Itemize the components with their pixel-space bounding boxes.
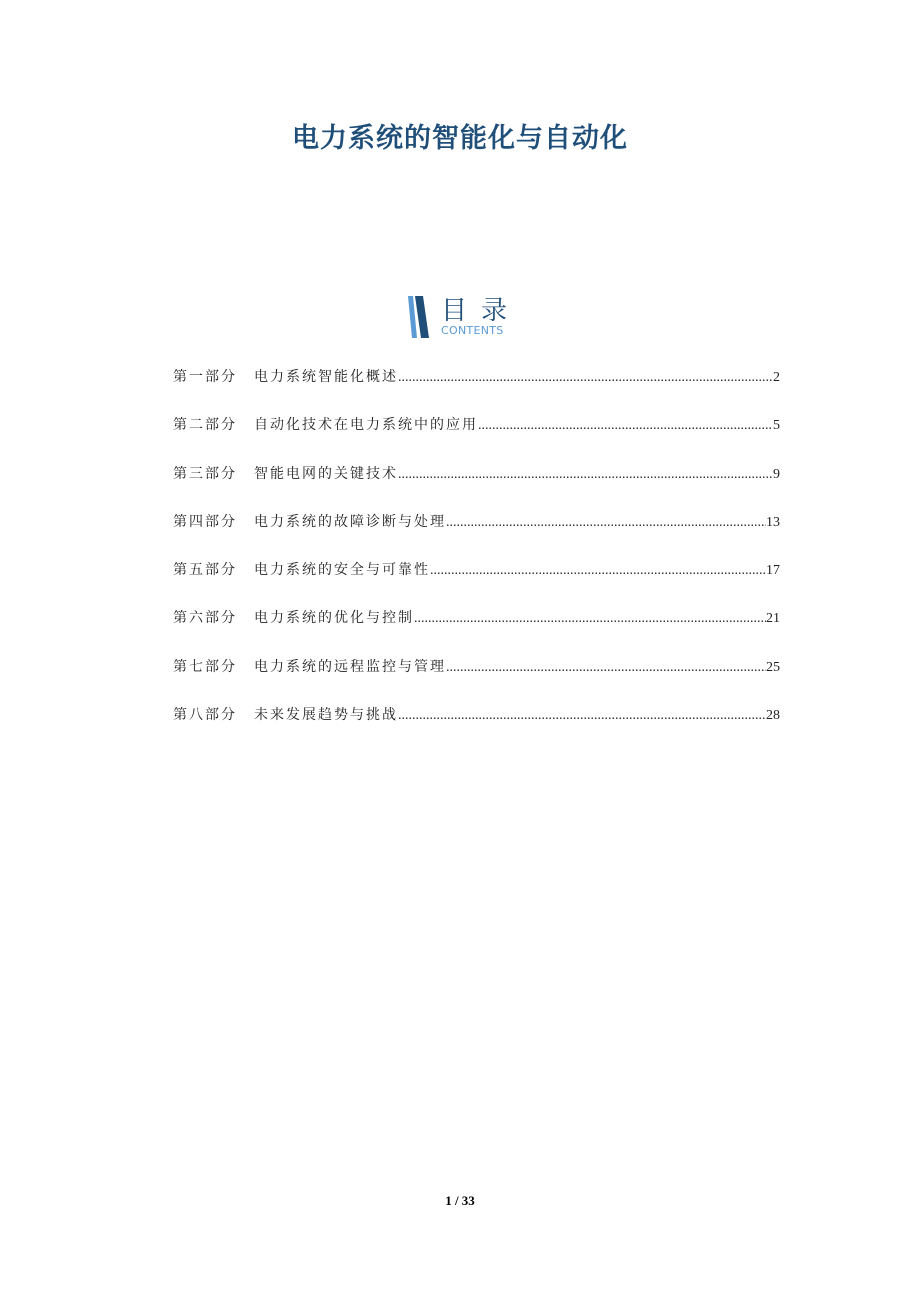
toc-entry-title: 未来发展趋势与挑战 [254, 707, 398, 724]
toc-page-number: 9 [773, 466, 780, 482]
toc-subheading: CONTENTS [441, 324, 504, 337]
dot-leader [446, 512, 766, 534]
page-number-footer: 1 / 33 [445, 1193, 475, 1208]
toc-part-label: 第二部分 [173, 417, 237, 434]
dot-leader [414, 608, 766, 630]
toc-part-label: 第八部分 [173, 707, 237, 724]
toc-entry-title: 电力系统的优化与控制 [254, 610, 414, 627]
toc-entry-title: 智能电网的关键技术 [254, 465, 398, 482]
toc-entry-part-8[interactable] [173, 704, 780, 752]
dot-leader [398, 705, 766, 727]
toc-entry-part-1[interactable] [173, 366, 780, 414]
toc-entry-title: 电力系统的远程监控与管理 [254, 658, 446, 675]
dot-leader [446, 657, 766, 679]
document-title: 电力系统的智能化与自动化 [292, 123, 628, 154]
toc-page-number: 5 [773, 418, 780, 434]
toc-entry-title: 电力系统的安全与可靠性 [254, 562, 430, 579]
toc-entry-part-7[interactable] [173, 656, 780, 704]
toc-entry-title: 电力系统的故障诊断与处理 [254, 513, 446, 530]
toc-part-label: 第五部分 [173, 562, 237, 579]
toc-entry-part-2[interactable] [173, 414, 780, 462]
book-stripes-icon [408, 296, 432, 338]
toc-part-label: 第七部分 [173, 658, 237, 675]
toc-entry-part-5[interactable] [173, 559, 780, 607]
toc-entry-title: 电力系统智能化概述 [254, 369, 398, 385]
toc-page-number: 2 [773, 370, 780, 385]
toc-part-label: 第六部分 [173, 610, 237, 627]
dot-leader [430, 560, 766, 582]
dot-leader [478, 415, 773, 437]
toc-heading: 目录 [441, 296, 522, 326]
toc-header [408, 294, 528, 340]
toc-page-number: 25 [766, 659, 780, 675]
toc-page-number: 17 [766, 563, 780, 579]
toc-entry-part-6[interactable] [173, 607, 780, 655]
toc-part-label: 第四部分 [173, 513, 237, 530]
dot-leader [398, 464, 773, 486]
toc-part-label: 第一部分 [173, 369, 237, 385]
toc-page-number: 13 [766, 514, 780, 530]
dot-leader [398, 367, 773, 389]
toc-part-label: 第三部分 [173, 465, 237, 482]
toc-list [173, 366, 780, 752]
toc-entry-part-3[interactable] [173, 463, 780, 511]
toc-entry-part-4[interactable] [173, 511, 780, 559]
toc-page-number: 21 [766, 611, 780, 627]
toc-page-number: 28 [766, 708, 780, 724]
toc-entry-title: 自动化技术在电力系统中的应用 [254, 417, 478, 434]
